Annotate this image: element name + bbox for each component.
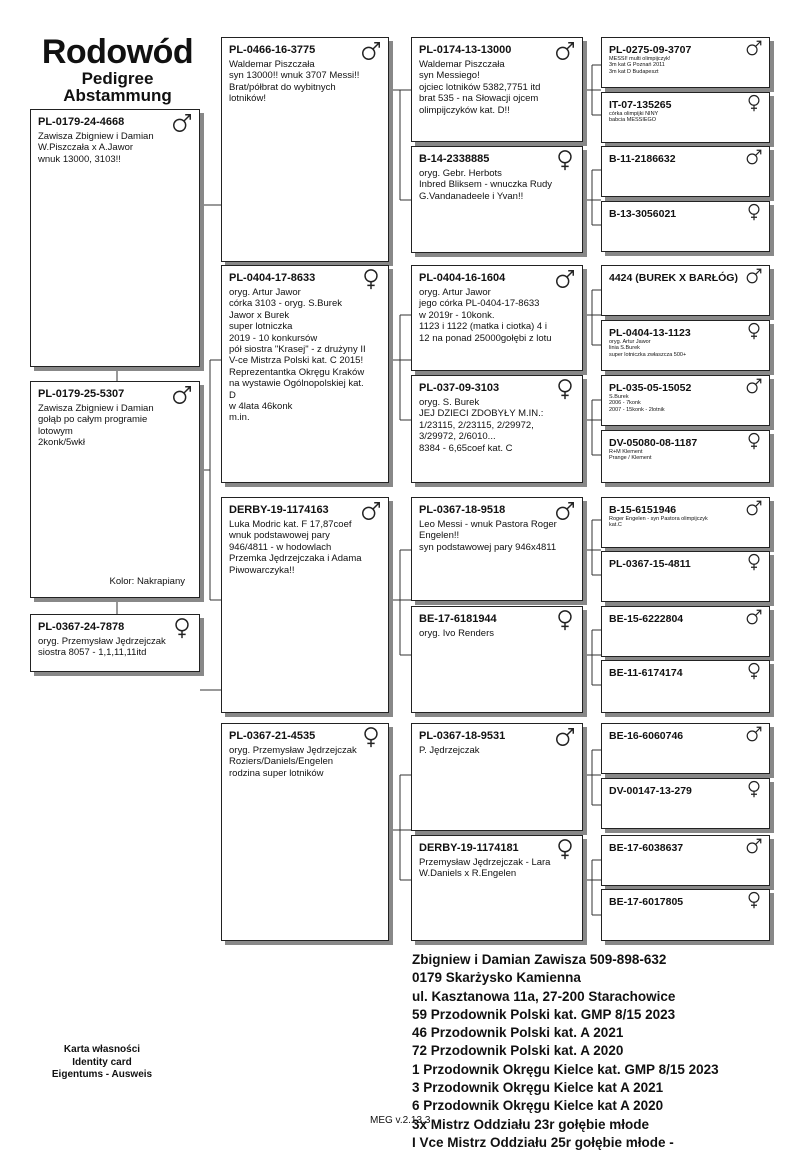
ring-number: PL-0367-15-4811 bbox=[609, 558, 691, 570]
ring-number: PL-037-09-3103 bbox=[419, 382, 500, 394]
male-symbol-icon bbox=[745, 837, 763, 855]
ring-number: PL-0179-24-4668 bbox=[38, 116, 125, 128]
bird-notes: oryg. Ivo Renders bbox=[419, 628, 494, 639]
ring-number: DERBY-19-1174163 bbox=[229, 504, 329, 516]
bird-card-sire bbox=[221, 37, 389, 262]
female-symbol-icon bbox=[745, 891, 763, 909]
ring-number: PL-0404-16-1604 bbox=[419, 272, 506, 284]
bird-notes: oryg. S. Burek JEJ DZIECI ZDOBYŁY M.IN.: 1/23115, 2/23115, 2/29972, 3/29972, 2/6010... 8384 - 6,65coef kat. C bbox=[419, 397, 544, 454]
ring-number: B-13-3056021 bbox=[609, 208, 677, 220]
bird-card-grandsire-4 bbox=[411, 723, 583, 831]
female-symbol-icon bbox=[745, 432, 763, 450]
bird-card-sibling-2 bbox=[30, 614, 200, 672]
bird-card-granddam-4 bbox=[411, 835, 583, 941]
bird-card-sire-2 bbox=[221, 497, 389, 713]
bird-notes: Zawisza Zbigniew i Damian W.Piszczała x A.Jawor wnuk 13000, 3103!! bbox=[38, 131, 154, 165]
bird-notes: Roger Engelen - syn Pastora olimpijczyk kat.C bbox=[609, 516, 708, 529]
bird-notes: Przemysław Jędrzejczak - Lara W.Daniels x R.Engelen bbox=[419, 857, 551, 880]
bird-card-ancestor-5 bbox=[601, 265, 770, 316]
bird-card-ancestor-1 bbox=[601, 37, 770, 88]
ring-number: PL-0367-18-9531 bbox=[419, 730, 506, 742]
ring-number: B-15-6151946 bbox=[609, 504, 677, 516]
bird-notes: oryg. Przemysław Jędrzejczak Roziers/Daniels/Engelen rodzina super lotników bbox=[229, 745, 357, 779]
bird-card-ancestor-8 bbox=[601, 430, 770, 483]
male-symbol-icon bbox=[745, 39, 763, 57]
female-symbol-icon bbox=[745, 203, 763, 221]
male-symbol-icon bbox=[745, 148, 763, 166]
bird-notes: Waldemar Piszczała syn 13000!! wnuk 3707 Messi!! Brat/półbrat do wybitnych lotników! bbox=[229, 59, 360, 105]
bird-card-ancestor-3 bbox=[601, 146, 770, 197]
female-symbol-icon bbox=[745, 94, 763, 112]
color-label: Kolor: Nakrapiany bbox=[109, 576, 185, 587]
bird-card-ancestor-16 bbox=[601, 889, 770, 941]
pedigree-title bbox=[30, 34, 205, 104]
male-symbol-icon bbox=[745, 725, 763, 743]
bird-card-ancestor-14 bbox=[601, 778, 770, 829]
bird-card-granddam-3 bbox=[411, 606, 583, 713]
title-german: Abstammung bbox=[63, 86, 172, 105]
bird-card-dam bbox=[221, 265, 389, 483]
identity-card-pl: Karta własności bbox=[63, 1044, 141, 1055]
ring-number: PL-0404-17-8633 bbox=[229, 272, 316, 284]
bird-notes: S.Burek 2006 - 7konk 2007 - 15konk - 2lotnik bbox=[609, 394, 665, 413]
bird-card-sibling-1 bbox=[30, 381, 200, 598]
ring-number: PL-035-05-15052 bbox=[609, 382, 692, 394]
bird-notes: MESSI! multi olimpijczyk! 3m kat G Poznań 2011 3m kat D Budapeszt bbox=[609, 56, 671, 75]
bird-notes: R+M Klement Prange / Klement bbox=[609, 449, 652, 462]
ring-number: PL-0179-25-5307 bbox=[38, 388, 125, 400]
bird-card-grandsire-1 bbox=[411, 37, 583, 142]
bird-notes: oryg. Artur Jawor jego córka PL-0404-17-8633 w 2019r - 10konk. 1123 i 1122 (matka i ciotka) 4 i 12 na ponad 25000gołębi z lotu bbox=[419, 287, 552, 344]
ring-number: BE-17-6017805 bbox=[609, 896, 684, 908]
male-symbol-icon bbox=[745, 499, 763, 517]
bird-notes: oryg. Gebr. Herbots Inbred Bliksem - wnuczka Rudy G.Vandanadeele i Yvan!! bbox=[419, 168, 553, 202]
bird-card-ancestor-15 bbox=[601, 835, 770, 886]
title-main: Rodowód bbox=[41, 33, 194, 71]
bird-notes: Leo Messi - wnuk Pastora Roger Engelen!! syn podstawowej pary 946x4811 bbox=[419, 519, 557, 553]
identity-card-label bbox=[42, 1044, 162, 1082]
bird-card-ancestor-6 bbox=[601, 320, 770, 371]
ring-number: DV-00147-13-279 bbox=[609, 785, 692, 797]
ring-number: PL-0275-09-3707 bbox=[609, 44, 692, 56]
bird-card-ancestor-12 bbox=[601, 660, 770, 713]
ring-number: BE-17-6038637 bbox=[609, 842, 684, 854]
ring-number: 4424 (BUREK X BARŁÓG) bbox=[609, 272, 738, 284]
bird-card-ancestor-7 bbox=[601, 375, 770, 426]
bird-notes: córka olimpijki NINY babcia MESSIEGO bbox=[609, 111, 659, 124]
ring-number: PL-0404-13-1123 bbox=[609, 327, 691, 339]
owner-info: Zbigniew i Damian Zawisza 509-898-632 0179 Skarżysko Kamienna ul. Kasztanowa 11a, 27-200 Starachowice 59 Przodownik Polski kat. GMP 8/15 2023 46 Przodownik Polski kat. A 2021 72 Przodownik Polski kat. A 2020 1 Przodownik Okręgu Kielce kat. GMP 8/15 2023 3 Przodownik Okręgu Kielce kat A 2021 6 Przodownik Okręgu Kielce kat A 2020 3x Mistrz Oddziału 23r gołębie młode I Vce Mistrz Oddziału 25r gołębie młode - bbox=[412, 952, 719, 1150]
ring-number: PL-0367-21-4535 bbox=[229, 730, 316, 742]
bird-card-dam-2 bbox=[221, 723, 389, 941]
bird-card-ancestor-10 bbox=[601, 551, 770, 602]
ring-number: IT-07-135265 bbox=[609, 99, 672, 111]
version-label: MEG v.2.13.3 bbox=[370, 1115, 431, 1126]
bird-card-ancestor-2 bbox=[601, 92, 770, 143]
title-english: Pedigree bbox=[81, 69, 154, 88]
ring-number: BE-16-6060746 bbox=[609, 730, 684, 742]
bird-notes: Luka Modric kat. F 17,87coef wnuk podstawowej pary 946/4811 - w hodowlach Przemka Jędrzejczaka i Adama Piwowarczyka!! bbox=[229, 519, 362, 576]
male-symbol-icon bbox=[745, 377, 763, 395]
identity-card-de: Eigentums - Ausweis bbox=[51, 1069, 153, 1080]
ring-number: BE-15-6222804 bbox=[609, 613, 684, 625]
bird-notes: Waldemar Piszczała syn Messiego! ojciec lotników 5382,7751 itd brat 535 - na Słowacji ojcem olimpijczyków kat. D!! bbox=[419, 59, 541, 116]
ring-number: PL-0466-16-3775 bbox=[229, 44, 316, 56]
ring-number: PL-0174-13-13000 bbox=[419, 44, 512, 56]
ring-number: DERBY-19-1174181 bbox=[419, 842, 519, 854]
bird-card-grandsire-3 bbox=[411, 497, 583, 601]
ring-number: B-11-2186632 bbox=[609, 153, 676, 165]
bird-notes: Zawisza Zbigniew i Damian gołąb po całym programie lotowym 2konk/5wkł bbox=[38, 403, 154, 449]
female-symbol-icon bbox=[745, 780, 763, 798]
bird-notes: oryg. Artur Jawor córka 3103 - oryg. S.Burek Jawor x Burek super lotniczka 2019 - 10 konkursów pół siostra "Krasej" - z drużyny II V-ce Mistrza Polski kat. C 2015! Reprezentantka Okręgu Kraków na wystawie Ogólnopolskiej kat. D w 4lata 46konk m.in. bbox=[229, 287, 366, 424]
bird-notes: P. Jędrzejczak bbox=[419, 745, 480, 756]
ring-number: DV-05080-08-1187 bbox=[609, 437, 698, 449]
bird-card-ancestor-4 bbox=[601, 201, 770, 252]
bird-card-granddam-2 bbox=[411, 375, 583, 483]
ring-number: BE-11-6174174 bbox=[609, 667, 683, 679]
identity-card-en: Identity card bbox=[72, 1056, 132, 1068]
bird-card-granddam-1 bbox=[411, 146, 583, 253]
male-symbol-icon bbox=[745, 267, 763, 285]
ring-number: B-14-2338885 bbox=[419, 153, 490, 165]
bird-card-grandsire-2 bbox=[411, 265, 583, 371]
female-symbol-icon bbox=[745, 553, 763, 571]
bird-notes: oryg. Artur Jawor linia S.Burek super lotniczka zwłaszcza 500+ bbox=[609, 339, 687, 358]
ring-number: PL-0367-24-7878 bbox=[38, 621, 125, 633]
male-symbol-icon bbox=[745, 608, 763, 626]
ring-number: BE-17-6181944 bbox=[419, 613, 497, 625]
bird-card-ancestor-9 bbox=[601, 497, 770, 548]
female-symbol-icon bbox=[745, 662, 763, 680]
female-symbol-icon bbox=[745, 322, 763, 340]
bird-card-main bbox=[30, 109, 200, 367]
bird-card-ancestor-11 bbox=[601, 606, 770, 657]
bird-notes: oryg. Przemysław Jędrzejczak siostra 8057 - 1,1,11,11itd bbox=[38, 636, 166, 659]
bird-card-ancestor-13 bbox=[601, 723, 770, 774]
ring-number: PL-0367-18-9518 bbox=[419, 504, 506, 516]
